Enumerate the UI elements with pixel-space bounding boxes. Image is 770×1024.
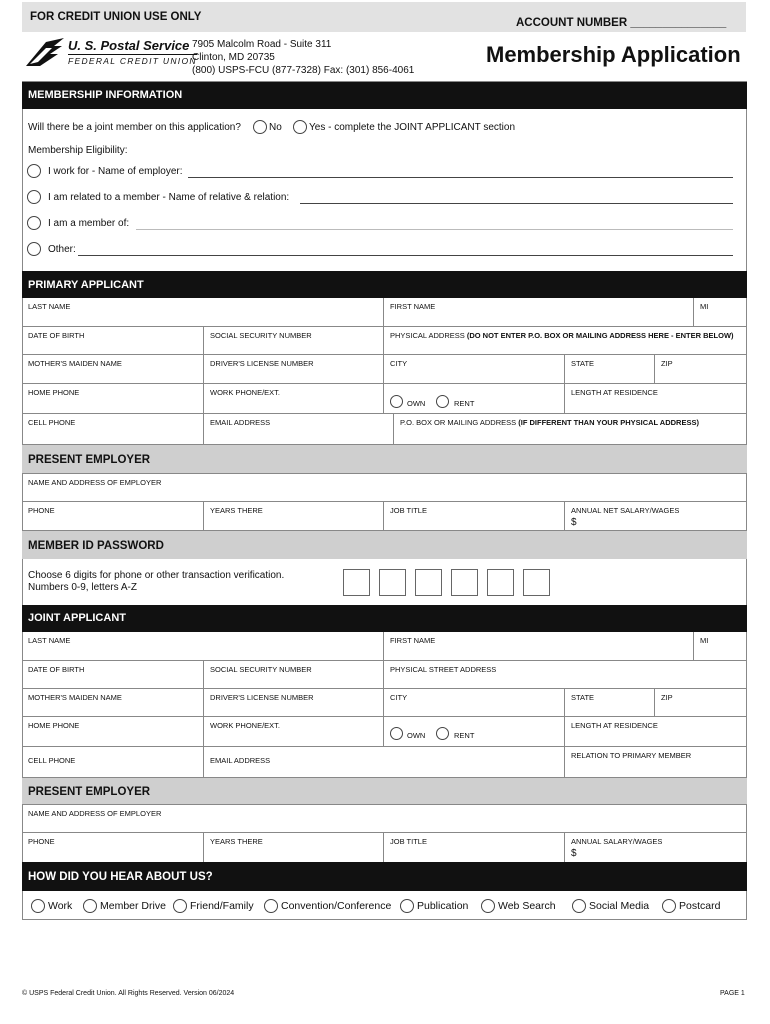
- other-line[interactable]: [78, 255, 733, 256]
- joint-first-name-field[interactable]: [383, 632, 693, 660]
- password-digit-3[interactable]: [415, 569, 442, 596]
- usps-fcu-logo: [24, 36, 197, 72]
- primary-email-field[interactable]: [203, 414, 393, 444]
- credit-union-use-label: FOR CREDIT UNION USE ONLY: [30, 11, 202, 23]
- hear-option-convention[interactable]: [264, 899, 391, 913]
- primary-phone-row: [22, 383, 747, 413]
- label: LENGTH AT RESIDENCE: [571, 721, 658, 730]
- hear-work-radio[interactable]: [31, 899, 45, 913]
- label: DRIVER'S LICENSE NUMBER: [210, 359, 314, 368]
- primary-maiden-name-field[interactable]: [22, 355, 203, 383]
- hear-option-web-search[interactable]: [481, 899, 556, 913]
- joint-zip-field[interactable]: [654, 689, 747, 716]
- physical-address-label: PHYSICAL ADDRESS: [390, 331, 465, 340]
- address-line-3: (800) USPS-FCU (877-7328) Fax: (301) 856-4061: [192, 65, 415, 76]
- label: Publication: [417, 900, 469, 912]
- label: Postcard: [679, 900, 721, 912]
- joint-maiden-row: [22, 688, 747, 716]
- joint-employer-name-address-field[interactable]: [22, 805, 747, 832]
- joint-relation-field[interactable]: [564, 747, 747, 777]
- primary-mi-field[interactable]: [693, 298, 747, 326]
- label: LAST NAME: [28, 302, 71, 311]
- label: CITY: [390, 693, 408, 702]
- label: SOCIAL SECURITY NUMBER: [210, 665, 312, 674]
- joint-employer-years-field[interactable]: [203, 833, 383, 862]
- label: DRIVER'S LICENSE NUMBER: [210, 693, 314, 702]
- joint-employer-salary-field[interactable]: [564, 833, 747, 862]
- joint-yes-label: Yes - complete the JOINT APPLICANT section: [309, 122, 516, 133]
- joint-own-rent-field: [383, 717, 564, 746]
- joint-no-label: No: [269, 122, 282, 133]
- primary-maiden-row: [22, 354, 747, 383]
- joint-name-row: [22, 632, 747, 660]
- label: MI: [700, 302, 709, 311]
- hear-convention-radio[interactable]: [264, 899, 278, 913]
- hear-postcard-radio[interactable]: [662, 899, 676, 913]
- po-box-note: (IF DIFFERENT THAN YOUR PHYSICAL ADDRESS): [518, 418, 699, 427]
- hear-friend-family-radio[interactable]: [173, 899, 187, 913]
- joint-dob-field[interactable]: [22, 661, 203, 688]
- joint-physical-address-field[interactable]: [383, 661, 747, 688]
- label: ANNUAL NET SALARY/WAGES: [571, 506, 680, 515]
- primary-license-field[interactable]: [203, 355, 383, 383]
- label: MOTHER'S MAIDEN NAME: [28, 359, 122, 368]
- primary-zip-field[interactable]: [654, 355, 747, 383]
- label: ANNUAL SALARY/WAGES: [571, 837, 663, 846]
- label: LAST NAME: [28, 636, 71, 645]
- employer-years-field[interactable]: [203, 502, 383, 530]
- hear-option-member-drive[interactable]: [83, 899, 166, 913]
- employer-phone-row: [22, 501, 747, 530]
- label: RENT: [454, 399, 475, 408]
- hear-about-us-header: HOW DID YOU HEAR ABOUT US?: [22, 862, 747, 891]
- po-box-label: P.O. BOX OR MAILING ADDRESS: [400, 418, 517, 427]
- joint-cell-row: [22, 746, 747, 777]
- account-number-field[interactable]: ACCOUNT NUMBER _______________: [516, 17, 727, 29]
- primary-po-box-field[interactable]: [393, 414, 747, 444]
- eligibility-label: Membership Eligibility:: [28, 145, 128, 156]
- primary-own-rent-field: [383, 384, 564, 413]
- label: OWN: [407, 731, 426, 740]
- hear-option-postcard[interactable]: [662, 899, 720, 913]
- primary-cell-phone-field[interactable]: [22, 414, 203, 444]
- label: [390, 331, 734, 340]
- joint-member-question: Will there be a joint member on this application?: [28, 122, 241, 133]
- label: CITY: [390, 359, 408, 368]
- eligibility-relative-radio[interactable]: [27, 190, 41, 204]
- dollar-sign: $: [571, 517, 577, 528]
- eligibility-employer-label: I work for - Name of employer:: [48, 166, 183, 177]
- employer-job-title-field[interactable]: [383, 502, 564, 530]
- joint-employer-name-row: [22, 804, 747, 832]
- primary-first-name-field[interactable]: [383, 298, 693, 326]
- label: Web Search: [498, 900, 556, 912]
- label: LENGTH AT RESIDENCE: [571, 388, 658, 397]
- employer-name-line[interactable]: [188, 177, 733, 178]
- joint-email-field[interactable]: [203, 747, 564, 777]
- password-digit-5[interactable]: [487, 569, 514, 596]
- joint-present-employer-header: PRESENT EMPLOYER: [22, 777, 747, 804]
- label: SOCIAL SECURITY NUMBER: [210, 331, 312, 340]
- hear-web-search-radio[interactable]: [481, 899, 495, 913]
- hear-option-social-media[interactable]: [572, 899, 649, 913]
- primary-dob-field[interactable]: [22, 327, 203, 354]
- label: RELATION TO PRIMARY MEMBER: [571, 751, 692, 760]
- joint-employer-job-title-field[interactable]: [383, 833, 564, 862]
- primary-city-field[interactable]: [383, 355, 564, 383]
- present-employer-header: PRESENT EMPLOYER: [22, 444, 747, 473]
- eligibility-other-label: Other:: [48, 244, 76, 255]
- label: NAME AND ADDRESS OF EMPLOYER: [28, 478, 162, 487]
- primary-cell-row: [22, 413, 747, 444]
- label: PHONE: [28, 837, 55, 846]
- form-title: Membership Application: [486, 42, 741, 67]
- relative-name-line[interactable]: [300, 203, 733, 204]
- password-digit-6[interactable]: [523, 569, 550, 596]
- label: DATE OF BIRTH: [28, 665, 85, 674]
- address-line-2: Clinton, MD 20735: [192, 52, 275, 63]
- label: Convention/Conference: [281, 900, 392, 912]
- label: MI: [700, 636, 709, 645]
- eligibility-member-of-label: I am a member of:: [48, 218, 130, 229]
- primary-state-field[interactable]: [564, 355, 654, 383]
- password-digit-1[interactable]: [343, 569, 370, 596]
- joint-ssn-field[interactable]: [203, 661, 383, 688]
- label: WORK PHONE/EXT.: [210, 721, 281, 730]
- joint-license-field[interactable]: [203, 689, 383, 716]
- label: EMAIL ADDRESS: [210, 418, 271, 427]
- label: PHONE: [28, 506, 55, 515]
- dollar-sign: $: [571, 848, 577, 859]
- label: HOME PHONE: [28, 388, 80, 397]
- label: STATE: [571, 359, 595, 368]
- joint-own-radio[interactable]: [390, 727, 403, 740]
- eagle-logo-icon: [24, 36, 66, 72]
- joint-work-phone-field[interactable]: [203, 717, 383, 746]
- primary-length-residence-field[interactable]: [564, 384, 747, 413]
- primary-applicant-header: PRIMARY APPLICANT: [22, 271, 747, 298]
- hear-publication-radio[interactable]: [400, 899, 414, 913]
- label: STATE: [571, 693, 595, 702]
- address-line-1: 7905 Malcolm Road - Suite 311: [192, 39, 332, 50]
- primary-name-row: [22, 298, 747, 326]
- joint-last-name-field[interactable]: [22, 632, 383, 660]
- primary-last-name-field[interactable]: [22, 298, 383, 326]
- eligibility-other-radio[interactable]: [27, 242, 41, 256]
- label: [400, 418, 699, 427]
- member-of-line[interactable]: [136, 229, 733, 230]
- eligibility-relative-label: I am related to a member - Name of relative & relation:: [48, 192, 290, 203]
- label: CELL PHONE: [28, 418, 76, 427]
- label: FIRST NAME: [390, 302, 436, 311]
- employer-phone-field[interactable]: [22, 502, 203, 530]
- joint-applicant-header: JOINT APPLICANT: [22, 605, 747, 632]
- joint-dob-row: [22, 660, 747, 688]
- label: YEARS THERE: [210, 506, 263, 515]
- password-instructions-2: Numbers 0-9, letters A-Z: [28, 582, 137, 593]
- page-number: PAGE 1: [720, 990, 745, 997]
- label: ZIP: [661, 359, 673, 368]
- joint-employer-phone-row: [22, 832, 747, 862]
- copyright-footer: © USPS Federal Credit Union. All Rights Reserved. Version 06/2024: [22, 990, 235, 997]
- joint-mi-field[interactable]: [693, 632, 747, 660]
- label: JOB TITLE: [390, 837, 427, 846]
- contact-address: [192, 38, 414, 77]
- member-id-password-header: MEMBER ID PASSWORD: [22, 530, 747, 559]
- password-digit-2[interactable]: [379, 569, 406, 596]
- label: YEARS THERE: [210, 837, 263, 846]
- primary-physical-address-field[interactable]: [383, 327, 747, 354]
- joint-yes-radio[interactable]: [293, 120, 307, 134]
- label: WORK PHONE/EXT.: [210, 388, 281, 397]
- primary-rent-radio[interactable]: [436, 395, 449, 408]
- employer-name-row: [22, 473, 747, 501]
- employer-name-address-field[interactable]: [22, 474, 747, 501]
- label: MOTHER'S MAIDEN NAME: [28, 693, 122, 702]
- joint-phone-row: [22, 716, 747, 746]
- password-instructions-1: Choose 6 digits for phone or other transaction verification.: [28, 570, 285, 581]
- joint-home-phone-field[interactable]: [22, 717, 203, 746]
- joint-maiden-name-field[interactable]: [22, 689, 203, 716]
- physical-address-note: (DO NOT ENTER P.O. BOX OR MAILING ADDRESS HERE - ENTER BELOW): [466, 331, 734, 340]
- primary-own-radio[interactable]: [390, 395, 403, 408]
- label: ZIP: [661, 693, 673, 702]
- password-digit-4[interactable]: [451, 569, 478, 596]
- eligibility-employer-radio[interactable]: [27, 164, 41, 178]
- label: OWN: [407, 399, 426, 408]
- label: NAME AND ADDRESS OF EMPLOYER: [28, 809, 162, 818]
- label: CELL PHONE: [28, 756, 76, 765]
- hear-member-drive-radio[interactable]: [83, 899, 97, 913]
- hear-option-friend-family[interactable]: [173, 899, 254, 913]
- joint-employer-phone-field[interactable]: [22, 833, 203, 862]
- label: Friend/Family: [190, 900, 254, 912]
- eligibility-member-of-radio[interactable]: [27, 216, 41, 230]
- joint-cell-phone-field[interactable]: [22, 747, 203, 777]
- primary-work-phone-field[interactable]: [203, 384, 383, 413]
- primary-home-phone-field[interactable]: [22, 384, 203, 413]
- logo-name: U. S. Postal Service: [68, 38, 190, 53]
- hear-option-work[interactable]: [31, 899, 72, 913]
- joint-city-field[interactable]: [383, 689, 564, 716]
- label: Social Media: [589, 900, 650, 912]
- joint-length-residence-field[interactable]: [564, 717, 747, 746]
- primary-dob-row: [22, 326, 747, 354]
- label: EMAIL ADDRESS: [210, 756, 271, 765]
- joint-rent-radio[interactable]: [436, 727, 449, 740]
- joint-state-field[interactable]: [564, 689, 654, 716]
- hear-option-publication[interactable]: [400, 899, 468, 913]
- logo-subtitle: FEDERAL CREDIT UNION: [68, 56, 197, 66]
- label: FIRST NAME: [390, 636, 436, 645]
- employer-salary-field[interactable]: [564, 502, 747, 530]
- label: PHYSICAL STREET ADDRESS: [390, 665, 497, 674]
- label: JOB TITLE: [390, 506, 427, 515]
- membership-info-header: MEMBERSHIP INFORMATION: [22, 82, 747, 109]
- label: RENT: [454, 731, 475, 740]
- label: Member Drive: [100, 900, 166, 912]
- label: HOME PHONE: [28, 721, 80, 730]
- joint-no-radio[interactable]: [253, 120, 267, 134]
- label: DATE OF BIRTH: [28, 331, 85, 340]
- primary-ssn-field[interactable]: [203, 327, 383, 354]
- hear-social-media-radio[interactable]: [572, 899, 586, 913]
- label: Work: [48, 900, 73, 912]
